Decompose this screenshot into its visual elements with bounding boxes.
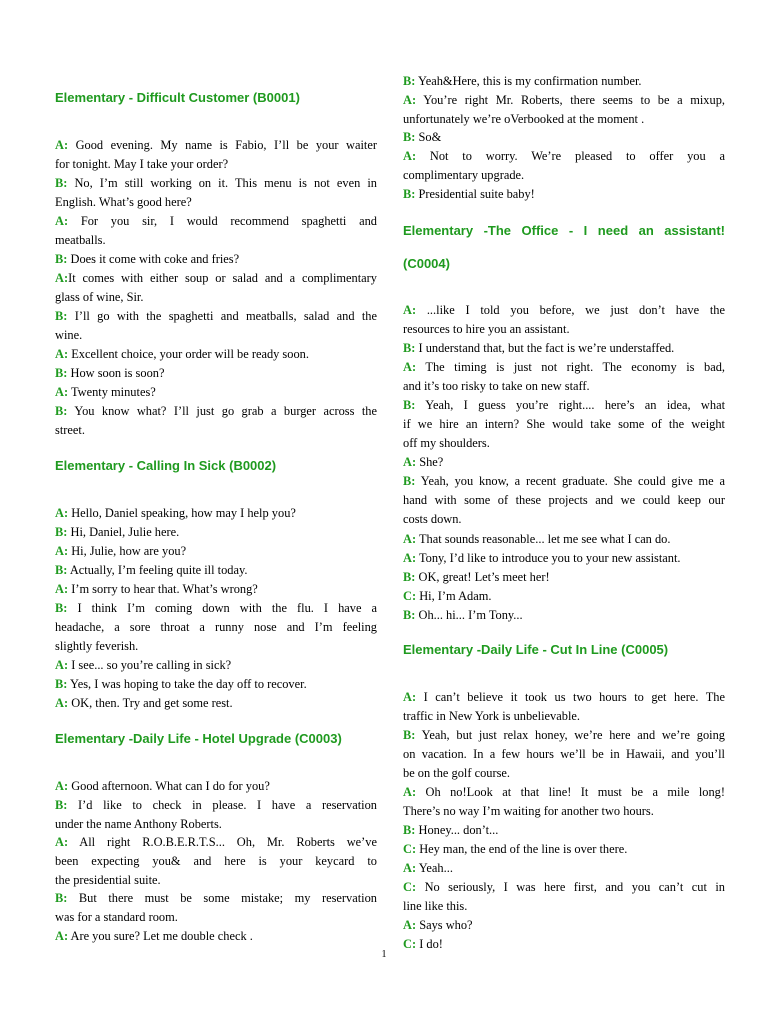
speaker-label: B:	[55, 525, 68, 539]
dialogue-text: Yeah&Here, this is my confirmation number.	[418, 74, 642, 88]
dialogue-text: hand with some of these projects and we could keep our	[403, 493, 725, 507]
speaker-label: C:	[403, 937, 417, 951]
dialogue-line	[403, 147, 725, 185]
dialogue-line	[403, 72, 725, 91]
section-heading: Elementary -Daily Life - Cut In Line (C0005)	[403, 642, 669, 657]
section-heading: Elementary - Difficult Customer (B0001)	[55, 90, 300, 105]
dialogue-text: I can’t believe it took us two hours to get here. The	[423, 690, 725, 704]
dialogue-text: line like this.	[403, 899, 468, 913]
speaker-label: A:	[55, 214, 69, 228]
dialogue-text: It comes with either soup or salad and a complimentary	[68, 271, 377, 285]
dialogue-text: Hey man, the end of the line is over there.	[419, 842, 628, 856]
dialogue-text: So&	[418, 130, 442, 144]
dialogue-text: under the name Anthony Roberts.	[55, 817, 222, 831]
dialogue-line	[403, 568, 725, 587]
speaker-label: B:	[403, 187, 416, 201]
speaker-label: B:	[403, 74, 416, 88]
dialogue-text: No, I’m still working on it. This menu is not even in	[74, 176, 377, 190]
dialogue-text: You’re right Mr. Roberts, there seems to be a mixup,	[423, 93, 725, 107]
dialogue-text: Yeah, but just relax honey, we’re here and we’re going	[421, 728, 725, 742]
dialogue-text: I’d like to check in please. I have a reservation	[78, 798, 377, 812]
dialogue-text: complimentary upgrade.	[403, 168, 525, 182]
dialogue-line	[55, 174, 377, 212]
dialogue-text: off my shoulders.	[403, 436, 490, 450]
speaker-label: A:	[403, 551, 417, 565]
dialogue-text: You know what? I’ll just go grab a burger across the	[74, 404, 377, 418]
dialogue-text: Yeah, I guess you’re right.... here’s an idea, what	[425, 398, 726, 412]
dialogue-line	[403, 878, 725, 916]
dialogue-line	[403, 91, 725, 129]
dialogue-text: Excellent choice, your order will be ready soon.	[71, 347, 309, 361]
speaker-label: A:	[55, 779, 69, 793]
dialogue-text: Actually, I’m feeling quite ill today.	[69, 563, 248, 577]
dialogue-line	[55, 833, 377, 890]
speaker-label: B:	[403, 570, 416, 584]
speaker-label: A:	[55, 929, 69, 943]
speaker-label: B:	[55, 563, 68, 577]
dialogue-line	[55, 504, 377, 523]
dialogue-line	[55, 307, 377, 345]
speaker-label: B:	[55, 309, 68, 323]
dialogue-text: I do!	[419, 937, 443, 951]
dialogue-text: Yeah, you know, a recent graduate. She could give me a	[420, 474, 725, 488]
speaker-label: B:	[55, 677, 68, 691]
dialogue-line	[403, 688, 725, 726]
dialogue-text: For you sir, I would recommend spaghetti and	[80, 214, 377, 228]
dialogue-text: ...like I told you before, we just don’t have the	[426, 303, 725, 317]
speaker-label: B:	[403, 398, 416, 412]
speaker-label: A:	[55, 138, 69, 152]
speaker-label: B:	[403, 823, 416, 837]
dialogue-text: OK, then. Try and get some rest.	[71, 696, 233, 710]
speaker-label: B:	[55, 891, 68, 905]
speaker-label: C:	[403, 880, 417, 894]
dialogue-text: Not to worry. We’re pleased to offer you a	[429, 149, 725, 163]
dialogue-text: OK, great! Let’s meet her!	[418, 570, 550, 584]
speaker-label: A:	[55, 544, 69, 558]
dialogue-text: Are you sure? Let me double check .	[70, 929, 253, 943]
dialogue-text: I’ll go with the spaghetti and meatballs, salad and the	[74, 309, 377, 323]
page-number: 1	[381, 949, 387, 960]
speaker-label: B:	[403, 608, 416, 622]
dialogue-line	[403, 301, 725, 339]
dialogue-line	[55, 580, 377, 599]
speaker-label: B:	[403, 341, 416, 355]
speaker-label: A:	[403, 455, 417, 469]
dialogue-text: Yeah...	[418, 861, 453, 875]
dialogue-text: Hi, Julie, how are you?	[71, 544, 187, 558]
dialogue-text: Does it come with coke and fries?	[70, 252, 240, 266]
dialogue-text: Honey... don’t...	[418, 823, 499, 837]
speaker-label: A:	[55, 385, 69, 399]
speaker-label: C:	[403, 842, 417, 856]
dialogue-line	[55, 523, 377, 542]
dialogue-line	[55, 796, 377, 834]
speaker-label: A:	[55, 347, 69, 361]
dialogue-line	[403, 606, 725, 625]
speaker-label: B:	[55, 176, 68, 190]
dialogue-line	[55, 656, 377, 675]
dialogue-text: Oh... hi... I’m Tony...	[418, 608, 523, 622]
speaker-label: B:	[55, 252, 68, 266]
section-heading: Elementary -The Office - I need an assistant!	[403, 223, 725, 238]
dialogue-line	[403, 783, 725, 821]
speaker-label: A:	[55, 835, 69, 849]
dialogue-text: headache, a sore throat a runny nose and I’m feeling	[55, 620, 377, 634]
dialogue-text: Good afternoon. What can I do for you?	[71, 779, 270, 793]
dialogue-line	[403, 453, 725, 472]
dialogue-line	[55, 542, 377, 561]
dialogue-text: Good evening. My name is Fabio, I’ll be your waiter	[75, 138, 377, 152]
dialogue-line	[403, 530, 725, 549]
speaker-label: B:	[403, 728, 416, 742]
speaker-label: A:	[55, 696, 69, 710]
dialogue-text: I see... so you’re calling in sick?	[71, 658, 232, 672]
dialogue-line	[403, 185, 725, 204]
dialogue-line	[55, 136, 377, 174]
dialogue-line	[55, 345, 377, 364]
speaker-label: B:	[55, 798, 68, 812]
dialogue-line	[403, 128, 725, 147]
dialogue-text: the presidential suite.	[55, 873, 161, 887]
dialogue-line	[403, 840, 725, 859]
speaker-label: A:	[403, 303, 417, 317]
dialogue-line	[403, 587, 725, 606]
dialogue-line	[55, 675, 377, 694]
dialogue-text: I think I’m coming down with the flu. I have a	[77, 601, 377, 615]
speaker-label: B:	[55, 404, 68, 418]
speaker-label: C:	[403, 589, 417, 603]
dialogue-line	[403, 726, 725, 783]
dialogue-line	[55, 250, 377, 269]
speaker-label: B:	[403, 130, 416, 144]
dialogue-text: But there must be some mistake; my reservation	[78, 891, 377, 905]
dialogue-line	[55, 212, 377, 250]
dialogue-text: glass of wine, Sir.	[55, 290, 144, 304]
dialogue-text: All right R.O.B.E.R.T.S... Oh, Mr. Roberts we’ve	[79, 835, 377, 849]
dialogue-text: if we hire an intern? She would take some of the weight	[403, 417, 725, 431]
dialogue-text: traffic in New York is unbelievable.	[403, 709, 580, 723]
dialogue-text: Yes, I was hoping to take the day off to recover.	[70, 677, 307, 691]
dialogue-text: That sounds reasonable... let me see what I can do.	[418, 532, 671, 546]
speaker-label: A:	[403, 690, 417, 704]
dialogue-text: wine.	[55, 328, 83, 342]
speaker-label: B:	[55, 366, 68, 380]
section-heading: (C0004)	[403, 256, 450, 271]
dialogue-text: been expecting you& and here is your keycard to	[55, 854, 377, 868]
dialogue-line	[55, 364, 377, 383]
speaker-label: B:	[55, 601, 68, 615]
speaker-label: A:	[403, 532, 417, 546]
dialogue-line	[55, 889, 377, 927]
speaker-label: A:	[403, 918, 417, 932]
dialogue-line	[55, 561, 377, 580]
section-heading: Elementary - Calling In Sick (B0002)	[55, 458, 277, 473]
dialogue-line	[403, 472, 725, 529]
dialogue-text: English. What’s good here?	[55, 195, 192, 209]
dialogue-text: resources to hire you an assistant.	[403, 322, 570, 336]
speaker-label: A:	[403, 93, 417, 107]
dialogue-text: There’s no way I’m waiting for another two hours.	[403, 804, 654, 818]
dialogue-line	[403, 859, 725, 878]
dialogue-text: on vacation. In a few hours we’ll be in Hawaii, and you’ll	[403, 747, 725, 761]
dialogue-text: Oh no!Look at that line! It must be a mile long!	[425, 785, 725, 799]
dialogue-line	[403, 358, 725, 396]
dialogue-text: Says who?	[419, 918, 473, 932]
dialogue-text: slightly feverish.	[55, 639, 139, 653]
dialogue-text: be on the golf course.	[403, 766, 511, 780]
speaker-label: A:	[403, 149, 417, 163]
dialogue-line	[55, 777, 377, 796]
speaker-label: A:	[403, 360, 417, 374]
dialogue-text: Tony, I’d like to introduce you to your new assistant.	[418, 551, 681, 565]
dialogue-text: How soon is soon?	[70, 366, 165, 380]
dialogue-text: I’m sorry to hear that. What’s wrong?	[71, 582, 258, 596]
dialogue-line	[55, 599, 377, 656]
dialogue-line	[403, 339, 725, 358]
dialogue-text: She?	[419, 455, 444, 469]
dialogue-text: Hello, Daniel speaking, how may I help you?	[71, 506, 296, 520]
dialogue-text: Hi, Daniel, Julie here.	[70, 525, 180, 539]
dialogue-text: unfortunately we’re oVerbooked at the moment .	[403, 112, 645, 126]
speaker-label: A:	[55, 271, 69, 285]
speaker-label: A:	[403, 785, 417, 799]
speaker-label: A:	[55, 506, 69, 520]
dialogue-line	[55, 927, 377, 946]
dialogue-line	[403, 549, 725, 568]
dialogue-text: street.	[55, 423, 85, 437]
section-heading: Elementary -Daily Life - Hotel Upgrade (C0003)	[55, 731, 342, 746]
speaker-label: A:	[403, 861, 417, 875]
dialogue-text: Presidential suite baby!	[418, 187, 535, 201]
dialogue-text: The timing is just not right. The economy is bad,	[425, 360, 725, 374]
dialogue-line	[55, 402, 377, 440]
dialogue-text: Twenty minutes?	[70, 385, 156, 399]
dialogue-text: and it’s too risky to take on new staff.	[403, 379, 590, 393]
dialogue-text: costs down.	[403, 512, 462, 526]
dialogue-text: Hi, I’m Adam.	[419, 589, 492, 603]
dialogue-text: No seriously, I was here first, and you can’t cut in	[424, 880, 726, 894]
dialogue-line	[55, 269, 377, 307]
dialogue-text: was for a standard room.	[55, 910, 178, 924]
dialogue-text: meatballs.	[55, 233, 106, 247]
speaker-label: A:	[55, 658, 69, 672]
speaker-label: B:	[403, 474, 416, 488]
speaker-label: A:	[55, 582, 69, 596]
dialogue-line	[55, 383, 377, 402]
dialogue-text: I understand that, but the fact is we’re understaffed.	[418, 341, 675, 355]
dialogue-line	[403, 396, 725, 453]
dialogue-text: for tonight. May I take your order?	[55, 157, 229, 171]
dialogue-line	[403, 916, 725, 935]
dialogue-line	[403, 821, 725, 840]
dialogue-line	[55, 694, 377, 713]
